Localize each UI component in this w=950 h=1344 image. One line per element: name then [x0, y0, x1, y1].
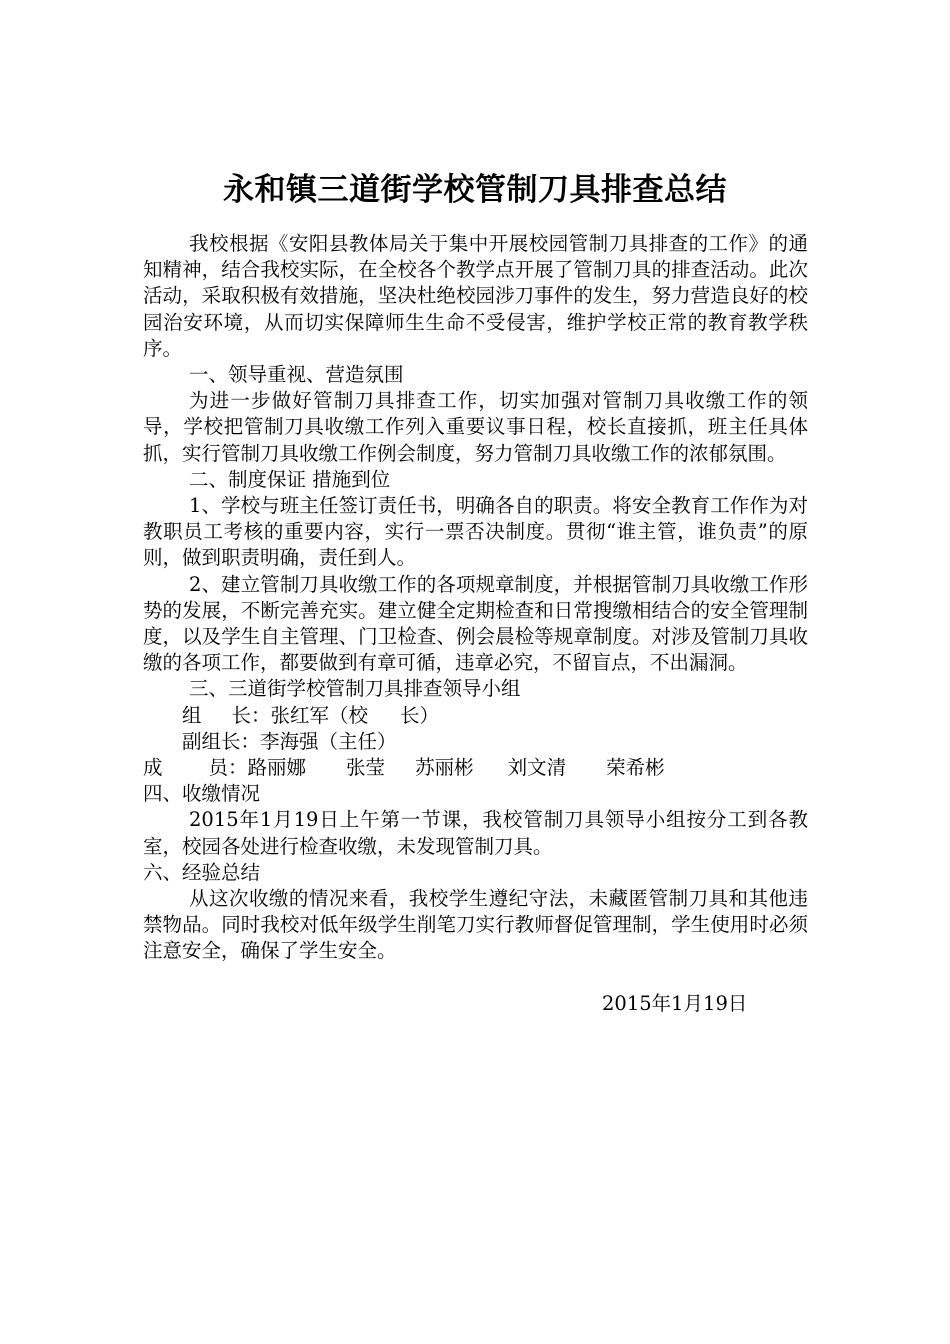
document-body: [143, 231, 808, 1017]
deputy-leader-line: [143, 729, 808, 755]
section-2-item-2: 2、建立管制刀具收缴工作的各项规章制度，并根据管制刀具收缴工作形势的发展，不断完善充实。建立健全定期检查和日常搜缴相结合的安全管理制度，以及学生自主管理、门卫检查、例会晨检等规章制度。对涉及管制刀具收缴的各项工作，都要做到有章可循，违章必究，不留盲点，不出漏洞。: [143, 572, 808, 675]
members-label-a: 成: [143, 756, 163, 780]
section-1-paragraph: 为进一步做好管制刀具排查工作，切实加强对管制刀具收缴工作的领导，学校把管制刀具收缴工作列入重要议事日程，校长直接抓，班主任具体抓，实行管制刀具收缴工作例会制度，努力管制刀具收缴工作的浓郁氛围。: [143, 389, 808, 465]
deputy-leader-label: 副组长：: [182, 729, 261, 753]
section-4-heading: 四、收缴情况: [143, 782, 261, 806]
section-2-heading: 二、制度保证 措施到位: [189, 467, 391, 491]
member-name: 刘文清: [507, 756, 567, 780]
group-leader-label-b: 长：: [231, 703, 271, 727]
intro-paragraph: 我校根据《安阳县教体局关于集中开展校园管制刀具排查的工作》的通知精神，结合我校实际，在全校各个教学点开展了管制刀具的排查活动。此次活动，采取积极有效措施，坚决杜绝校园涉刀事件的发生，努力营造良好的校园治安环境，从而切实保障师生生命不受侵害，维护学校正常的教育教学秩序。: [143, 232, 808, 360]
member-name: 张莹: [346, 756, 386, 780]
section-2-item-1: 1、学校与班主任签订责任书，明确各自的职责。将安全教育工作作为对教职员工考核的重要内容，实行一票否决制度。贯彻“谁主管，谁负责”的原则，做到职责明确，责任到人。: [143, 494, 808, 570]
document-title: 永和镇三道街学校管制刀具排查总结: [223, 172, 727, 208]
deputy-leader-name: 李海强（主任）: [260, 729, 397, 753]
section-6-heading: 六、经验总结: [143, 860, 261, 884]
section-1-heading: 一、领导重视、营造氛围: [189, 363, 404, 387]
section-3-heading: 三、三道街学校管制刀具排查领导小组: [189, 677, 521, 701]
section-4-paragraph: 2015年1月19日上午第一节课，我校管制刀具领导小组按分工到各教室，校园各处进行检查收缴，未发现管制刀具。: [143, 808, 808, 858]
group-leader-label-a: 组: [182, 703, 202, 727]
group-leader-line: [143, 703, 808, 729]
member-name: 荣希彬: [606, 756, 665, 780]
date-spacer: [143, 965, 808, 991]
members-line: [143, 755, 808, 781]
document-date: 2015年1月19日: [602, 991, 748, 1015]
member-name: 苏丽彬: [415, 756, 474, 780]
group-leader-title-end: 长）: [400, 703, 440, 727]
group-leader-name: 张红军（校: [270, 703, 369, 727]
member-name: 路丽娜: [247, 756, 307, 780]
section-6-paragraph: 从这次收缴的情况来看，我校学生遵纪守法，未藏匿管制刀具和其他违禁物品。同时我校对低年级学生削笔刀实行教师督促管理制，学生使用时必须注意安全，确保了学生安全。: [143, 887, 808, 963]
members-label-b: 员：: [208, 756, 248, 780]
